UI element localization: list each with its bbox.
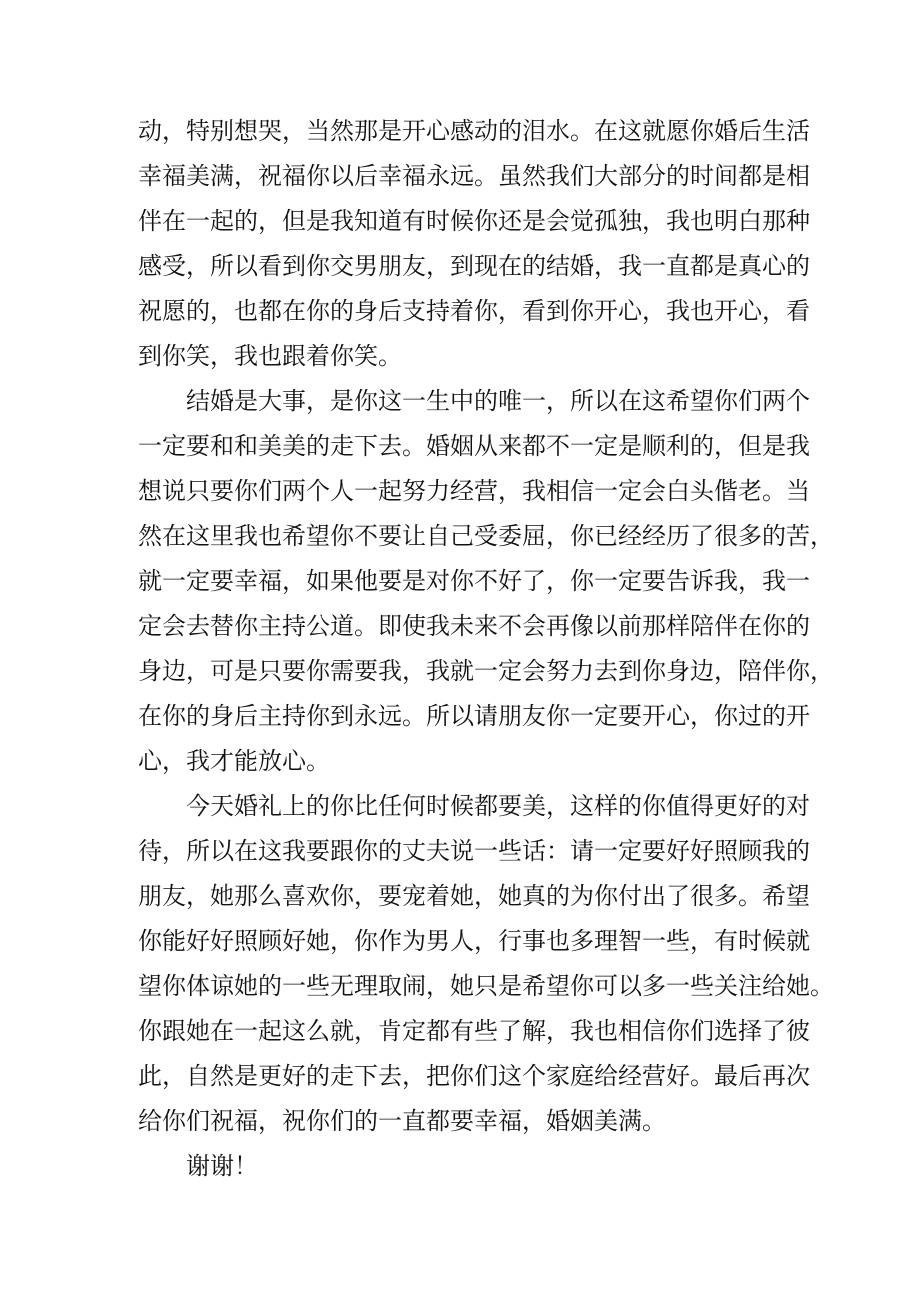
text-line: 待，所以在这我要跟你的丈夫说一些话：请一定要好好照顾我的 xyxy=(138,837,810,865)
text-line: 动，特别想哭，当然那是开心感动的泪水。在这就愿你婚后生活 xyxy=(138,117,810,145)
text-line: 一定要和和美美的走下去。婚姻从来都不一定是顺利的，但是我 xyxy=(138,432,810,460)
text-line: 你跟她在一起这么就，肯定都有些了解，我也相信你们选择了彼 xyxy=(138,1017,810,1045)
text-line: 到你笑，我也跟着你笑。 xyxy=(138,342,402,370)
text-line: 心，我才能放心。 xyxy=(138,747,330,775)
text-line: 定会去替你主持公道。即使我未来不会再像以前那样陪伴在你的 xyxy=(138,612,810,640)
text-line: 你能好好照顾好她，你作为男人，行事也多理智一些，有时候就 xyxy=(138,927,810,955)
paragraph-2 xyxy=(138,387,834,776)
document-body xyxy=(138,117,834,1197)
text-line: 结婚是大事，是你这一生中的唯一，所以在这希望你们两个 xyxy=(186,387,810,415)
paragraph-4 xyxy=(138,1152,786,1181)
paragraph-1 xyxy=(138,117,810,371)
text-line: 此，自然是更好的走下去，把你们这个家庭给经营好。最后再次 xyxy=(138,1062,810,1090)
text-line: 朋友，她那么喜欢你，要宠着她，她真的为你付出了很多。希望 xyxy=(138,882,810,910)
closing-thanks: 谢谢！ xyxy=(186,1152,258,1180)
text-line: 今天婚礼上的你比任何时候都要美，这样的你值得更好的对 xyxy=(186,792,810,820)
text-line: 就一定要幸福，如果他要是对你不好了，你一定要告诉我，我一 xyxy=(138,567,810,595)
text-line: 祝愿的，也都在你的身后支持着你，看到你开心，我也开心，看 xyxy=(138,297,810,325)
text-line: 在你的身后主持你到永远。所以请朋友你一定要开心，你过的开 xyxy=(138,702,810,730)
text-line: 然在这里我也希望你不要让自己受委屈，你已经经历了很多的苦， xyxy=(138,522,834,550)
text-line: 幸福美满，祝福你以后幸福永远。虽然我们大部分的时间都是相 xyxy=(138,162,810,190)
text-line: 想说只要你们两个人一起努力经营，我相信一定会白头偕老。当 xyxy=(138,477,810,505)
paragraph-3 xyxy=(138,792,834,1136)
text-line: 伴在一起的，但是我知道有时候你还是会觉孤独，我也明白那种 xyxy=(138,207,810,235)
text-line: 感受，所以看到你交男朋友，到现在的结婚，我一直都是真心的 xyxy=(138,252,810,280)
text-line: 望你体谅她的一些无理取闹，她只是希望你可以多一些关注给她。 xyxy=(138,972,834,1000)
text-line: 身边，可是只要你需要我，我就一定会努力去到你身边，陪伴你， xyxy=(138,657,834,685)
text-line: 给你们祝福，祝你们的一直都要幸福，婚姻美满。 xyxy=(138,1107,666,1135)
